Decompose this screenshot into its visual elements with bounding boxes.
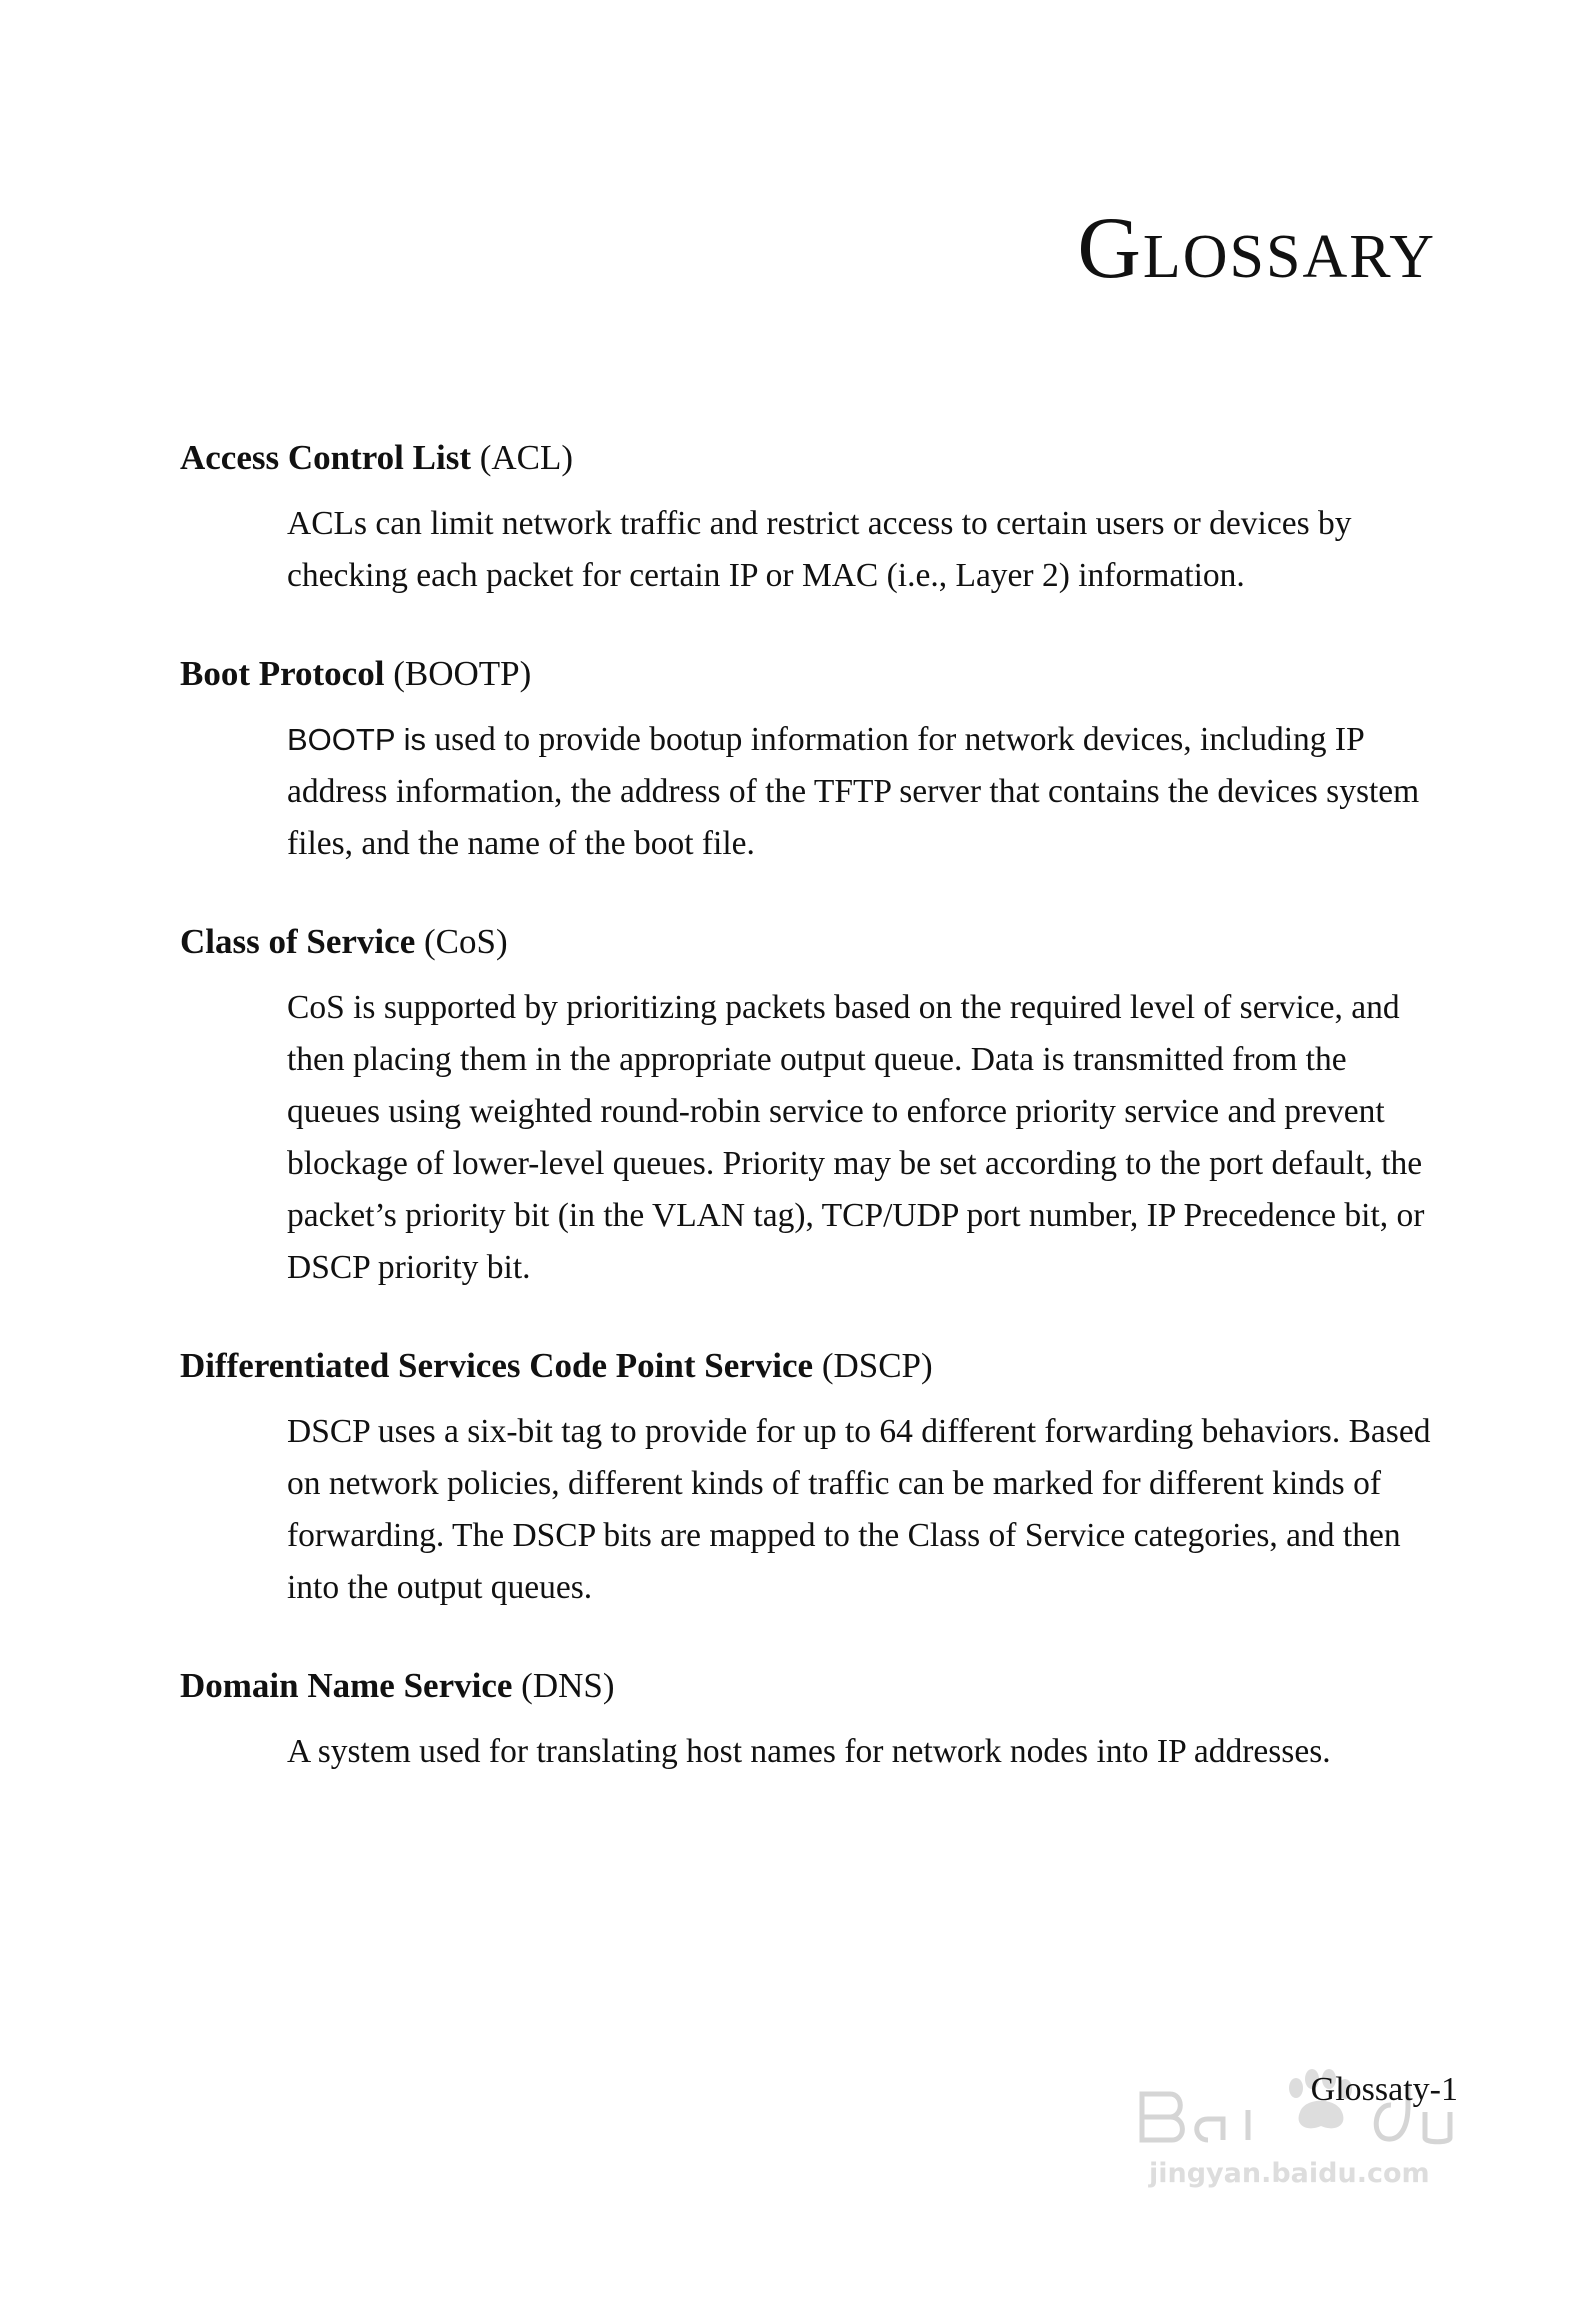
term-heading xyxy=(180,1660,1430,1712)
term-name: Class of Service xyxy=(180,922,416,961)
glossary-entry-cos xyxy=(180,916,1430,1294)
term-definition xyxy=(287,714,1437,870)
term-name: Access Control List xyxy=(180,438,471,477)
term-definition xyxy=(287,1726,1437,1778)
definition-text: A system used for translating host names for network nodes into IP addresses. xyxy=(287,1733,1331,1770)
term-abbreviation: (CoS) xyxy=(423,922,508,961)
term-definition xyxy=(287,1406,1437,1614)
term-heading xyxy=(180,1340,1430,1392)
term-definition xyxy=(287,498,1437,602)
definition-text: DSCP uses a six-bit tag to provide for up to 64 different forwarding behaviors. Based on network policies, different kinds of traffic can be marked for different kinds of forwarding. The DSCP bits are mapped to the Class of Service categories, and then into the output queues. xyxy=(287,1413,1431,1606)
term-name: Differentiated Services Code Point Service xyxy=(180,1346,814,1385)
definition-text: ACLs can limit network traffic and restrict access to certain users or devices by checking each packet for certain IP or MAC (i.e., Layer 2) information. xyxy=(287,505,1352,594)
glossary-list xyxy=(180,432,1430,1824)
page-footer xyxy=(1124,2058,1484,2208)
term-abbreviation: (BOOTP) xyxy=(393,654,532,693)
term-name: Boot Protocol xyxy=(180,654,385,693)
term-heading xyxy=(180,648,1430,700)
term-definition xyxy=(287,982,1437,1294)
term-name: Domain Name Service xyxy=(180,1666,513,1705)
term-abbreviation: (ACL) xyxy=(479,438,574,477)
definition-text: used to provide bootup information for network devices, including IP address information, the address of the TFTP server that contains the devices system files, and the name of the boot file. xyxy=(287,721,1420,862)
definition-prefix: BOOTP is xyxy=(287,722,426,757)
page-number-label: Glossaty-1 xyxy=(1310,2071,1458,2108)
page-title: Glossary xyxy=(1077,200,1436,297)
watermark-url: jingyan.baidu.com xyxy=(1149,2158,1430,2189)
glossary-entry-bootp xyxy=(180,648,1430,870)
term-heading xyxy=(180,432,1430,484)
glossary-entry-dns xyxy=(180,1660,1430,1778)
term-heading xyxy=(180,916,1430,968)
term-abbreviation: (DNS) xyxy=(521,1666,615,1705)
glossary-entry-dscp xyxy=(180,1340,1430,1614)
term-abbreviation: (DSCP) xyxy=(821,1346,933,1385)
definition-text: CoS is supported by prioritizing packets based on the required level of service, and then placing them in the appropriate output queue. Data is transmitted from the queues using weighted round-robin service to enforce priority service and prevent blockage of lower-level queues. Priority may be set according to the port default, the packet’s priority bit (in the VLAN tag), TCP/UDP port number, IP Precedence bit, or DSCP priority bit. xyxy=(287,989,1425,1286)
glossary-entry-acl xyxy=(180,432,1430,602)
